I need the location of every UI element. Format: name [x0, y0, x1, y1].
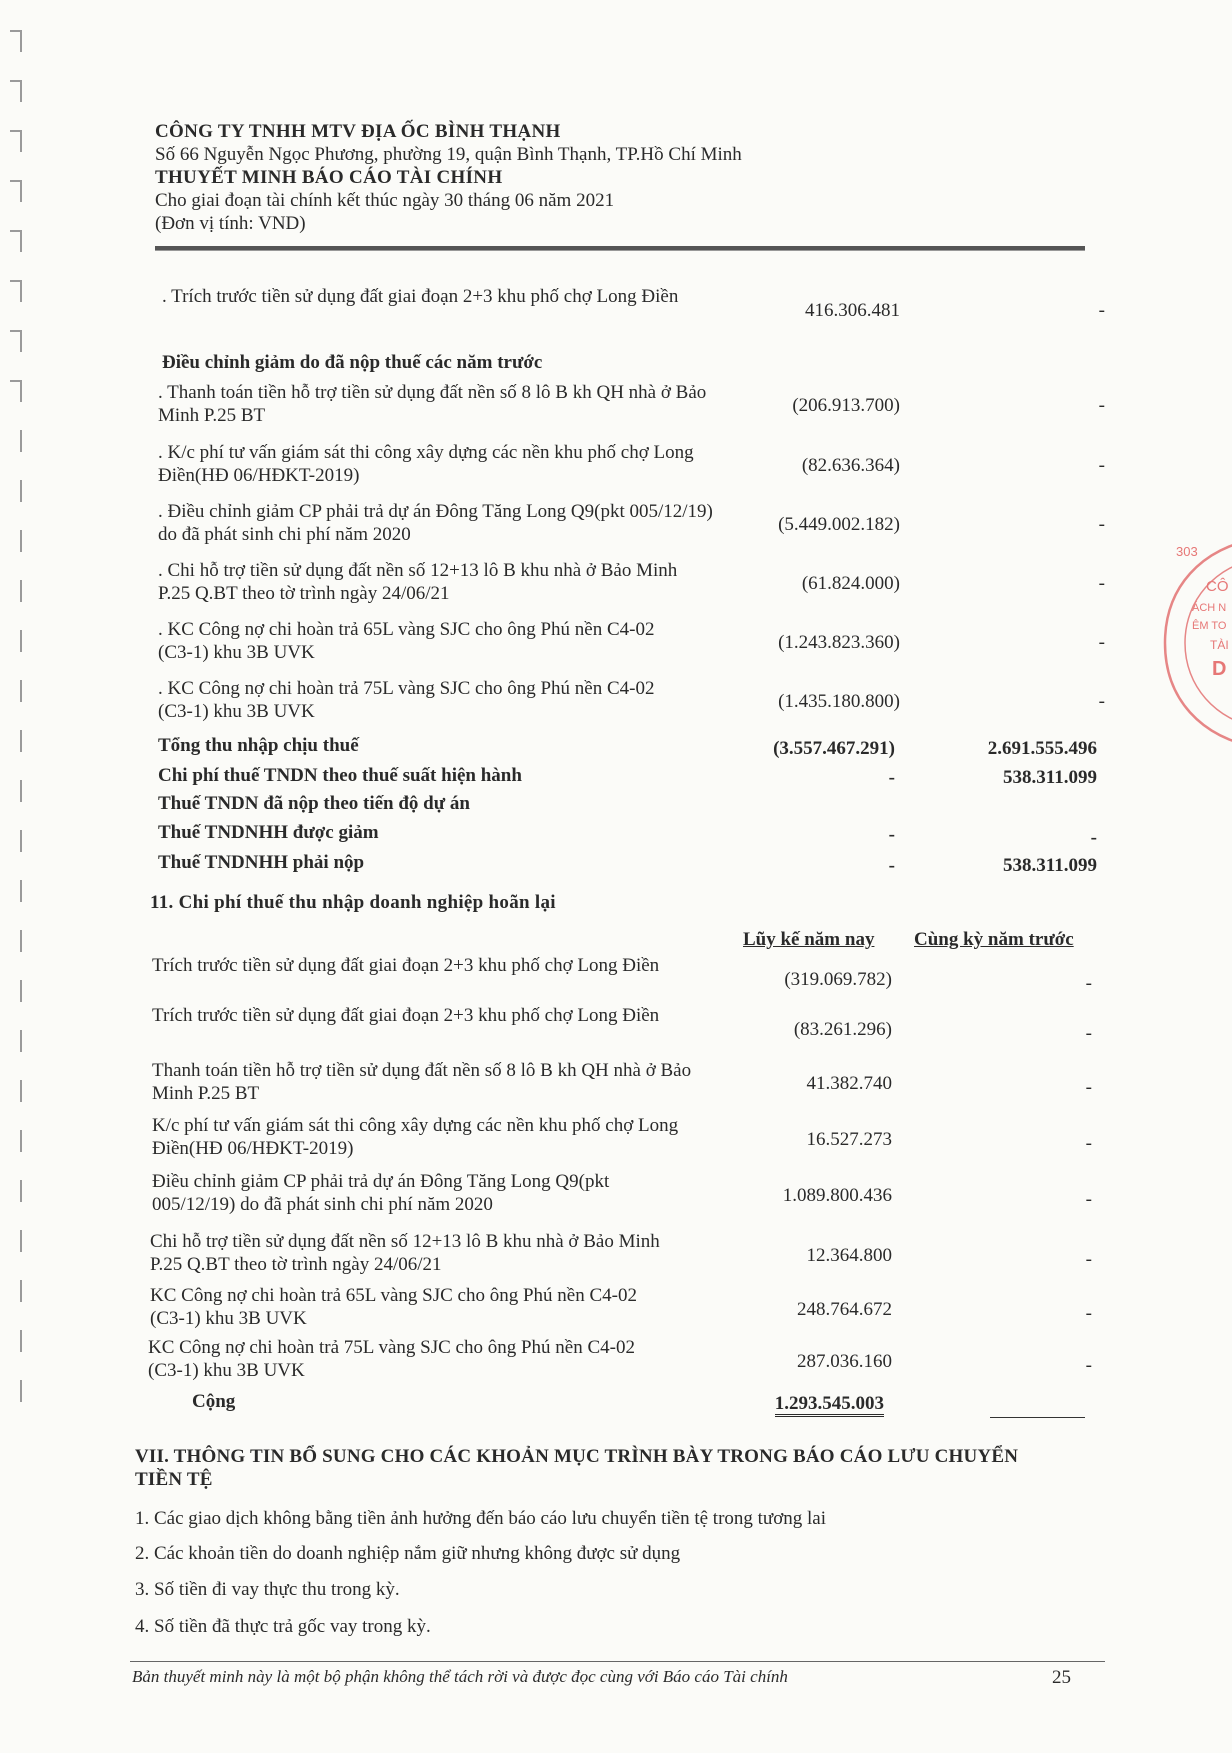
- row-value-current: (1.435.180.800): [778, 691, 900, 712]
- cit-reduced-prior: -: [1090, 827, 1097, 848]
- deferred-row-desc: Trích trước tiền sử dụng đất giai đoạn 2+3 khu phố chợ Long Điền: [152, 1005, 660, 1026]
- cit-expense-label: Chi phí thuế TNDN theo thuế suất hiện hành: [158, 765, 522, 786]
- cit-reduced-current: -: [888, 824, 895, 845]
- seal-text: 303: [1176, 544, 1198, 559]
- deferred-row-prior: -: [1085, 973, 1092, 994]
- section-11-heading: 11. Chi phí thuế thu nhập doanh nghiệp hoãn lại: [150, 892, 556, 913]
- row-value-prior: -: [1098, 691, 1105, 712]
- deferred-row-desc: K/c phí tư vấn giám sát thi công xây dựng các nền khu phố chợ Long Điền(HĐ 06/HĐKT-2019): [152, 1115, 679, 1159]
- company-address: Số 66 Nguyễn Ngọc Phương, phường 19, quận Bình Thạnh, TP.Hồ Chí Minh: [155, 144, 742, 165]
- row-value-prior: -: [1098, 632, 1105, 653]
- currency-unit: (Đơn vị tính: VND): [155, 213, 306, 234]
- row-desc: . Điều chỉnh giảm CP phải trả dự án Đông Tăng Long Q9(pkt 005/12/19) do đã phát sinh chi phí năm 2020: [158, 501, 713, 545]
- document-title: THUYẾT MINH BÁO CÁO TÀI CHÍNH: [155, 167, 503, 188]
- deferred-row-current: (83.261.296): [793, 1019, 892, 1040]
- row-value-prior: -: [1098, 455, 1105, 476]
- seal-text: TÀI: [1210, 638, 1229, 652]
- total-taxable-income-prior: 2.691.555.496: [987, 738, 1097, 759]
- adjustment-heading: Điều chỉnh giảm do đã nộp thuế các năm trước: [162, 352, 543, 373]
- sum-value-current: [684, 1393, 884, 1415]
- deferred-row-desc: Chi hỗ trợ tiền sử dụng đất nền số 12+13 lô B khu nhà ở Bảo Minh P.25 Q.BT theo tờ trình ngày 24/06/21: [150, 1231, 660, 1275]
- seal-text: D: [1212, 658, 1227, 680]
- row-desc: . Chi hỗ trợ tiền sử dụng đất nền số 12+13 lô B khu nhà ở Bảo Minh P.25 Q.BT theo tờ trình ngày 24/06/21: [158, 560, 678, 604]
- cit-paid-label: Thuế TNDN đã nộp theo tiến độ dự án: [158, 793, 470, 814]
- deferred-row-prior: -: [1085, 1355, 1092, 1376]
- cit-expense-current: -: [888, 767, 895, 788]
- row-value-prior: -: [1098, 573, 1105, 594]
- row-value-prior: -: [1098, 514, 1105, 535]
- cit-payable-current: -: [888, 855, 895, 876]
- deferred-row-desc: Điều chỉnh giảm CP phải trả dự án Đông Tăng Long Q9(pkt 005/12/19) do đã phát sinh chi phí năm 2020: [152, 1171, 610, 1215]
- deferred-row-desc: Thanh toán tiền hỗ trợ tiền sử dụng đất nền số 8 lô B kh QH nhà ở Bảo Minh P.25 BT: [152, 1060, 692, 1104]
- row-desc: . K/c phí tư vấn giám sát thi công xây dựng các nền khu phố chợ Long Điền(HĐ 06/HĐKT-2019): [158, 442, 694, 486]
- deferred-row-current: 248.764.672: [797, 1299, 892, 1320]
- section-vii-item: 3. Số tiền đi vay thực thu trong kỳ.: [135, 1579, 400, 1600]
- seal-text: ÊM TO: [1192, 620, 1227, 632]
- row-value-current: (82.636.364): [801, 455, 900, 476]
- deferred-row-desc: KC Công nợ chi hoàn trả 75L vàng SJC cho ông Phú nền C4-02 (C3-1) khu 3B UVK: [148, 1337, 635, 1381]
- section-vii-item: 4. Số tiền đã thực trả gốc vay trong kỳ.: [135, 1616, 431, 1637]
- document-header: [155, 120, 1055, 235]
- deferred-row-prior: -: [1085, 1303, 1092, 1324]
- deferred-row-prior: -: [1085, 1077, 1092, 1098]
- company-name: CÔNG TY TNHH MTV ĐỊA ỐC BÌNH THẠNH: [155, 121, 561, 142]
- row-desc: . KC Công nợ chi hoàn trả 75L vàng SJC cho ông Phú nền C4-02 (C3-1) khu 3B UVK: [158, 678, 655, 722]
- row-desc: . Thanh toán tiền hỗ trợ tiền sử dụng đất nền số 8 lô B kh QH nhà ở Bảo Minh P.25 BT: [158, 382, 707, 426]
- row-value-current: (61.824.000): [801, 573, 900, 594]
- deferred-row-current: 16.527.273: [806, 1129, 892, 1150]
- cit-payable-prior: 538.311.099: [1003, 855, 1097, 876]
- total-taxable-income-current: (3.557.467.291): [773, 738, 895, 759]
- sum-value-current-text: 1.293.545.003: [775, 1393, 884, 1417]
- sum-prior-rule: [990, 1417, 1085, 1418]
- header-divider: [155, 246, 1085, 251]
- column-header-prior: Cùng kỳ năm trước: [914, 929, 1074, 950]
- section-vii-item: 1. Các giao dịch không bằng tiền ảnh hưởng đến báo cáo lưu chuyển tiền tệ trong tương lai: [135, 1508, 827, 1529]
- seal-text: ÁCH N: [1192, 602, 1227, 614]
- row-value-current: (1.243.823.360): [778, 632, 900, 653]
- section-vii-heading: VII. THÔNG TIN BỔ SUNG CHO CÁC KHOẢN MỤC TRÌNH BÀY TRONG BÁO CÁO LƯU CHUYỂN TIỀN TỆ: [135, 1446, 1019, 1490]
- footer-divider: [130, 1661, 1105, 1662]
- row-value-prior: -: [1098, 300, 1105, 321]
- sum-label: Cộng: [192, 1391, 236, 1412]
- row-value-current: (5.449.002.182): [778, 514, 900, 535]
- deferred-row-prior: -: [1085, 1189, 1092, 1210]
- deferred-row-prior: -: [1085, 1249, 1092, 1270]
- deferred-row-current: 41.382.740: [806, 1073, 892, 1094]
- deferred-row-current: 287.036.160: [797, 1351, 892, 1372]
- row-value-prior: -: [1098, 395, 1105, 416]
- footer-note: Bản thuyết minh này là một bộ phận không thể tách rời và được đọc cùng với Báo cáo Tài chính: [132, 1667, 788, 1686]
- deferred-row-prior: -: [1085, 1133, 1092, 1154]
- seal-text: CÔ: [1206, 578, 1229, 595]
- deferred-row-current: (319.069.782): [784, 969, 892, 990]
- total-taxable-income-label: Tổng thu nhập chịu thuế: [158, 735, 359, 756]
- cit-payable-label: Thuế TNDNHH phải nộp: [158, 852, 365, 873]
- company-seal: [1160, 528, 1232, 758]
- deferred-row-desc: KC Công nợ chi hoàn trả 65L vàng SJC cho ông Phú nền C4-02 (C3-1) khu 3B UVK: [150, 1285, 637, 1329]
- deferred-row-desc: Trích trước tiền sử dụng đất giai đoạn 2+3 khu phố chợ Long Điền: [152, 955, 660, 976]
- deferred-row-current: 12.364.800: [806, 1245, 892, 1266]
- deferred-row-prior: -: [1085, 1023, 1092, 1044]
- reporting-period: Cho giai đoạn tài chính kết thúc ngày 30 tháng 06 năm 2021: [155, 190, 615, 211]
- cit-expense-prior: 538.311.099: [1003, 767, 1097, 788]
- row-desc: . KC Công nợ chi hoàn trả 65L vàng SJC cho ông Phú nền C4-02 (C3-1) khu 3B UVK: [158, 619, 655, 663]
- deferred-row-current: 1.089.800.436: [782, 1185, 892, 1206]
- row-value-current: 416.306.481: [805, 300, 900, 321]
- cit-reduced-label: Thuế TNDNHH được giảm: [158, 822, 379, 843]
- row-desc: . Trích trước tiền sử dụng đất giai đoạn 2+3 khu phố chợ Long Điền: [162, 286, 679, 307]
- column-header-current: Lũy kế năm nay: [743, 929, 875, 950]
- page-number: 25: [1052, 1667, 1071, 1688]
- binder-holes: [8, 30, 28, 1430]
- row-value-current: (206.913.700): [792, 395, 900, 416]
- section-vii-item: 2. Các khoản tiền do doanh nghiệp nắm giữ nhưng không được sử dụng: [135, 1543, 681, 1564]
